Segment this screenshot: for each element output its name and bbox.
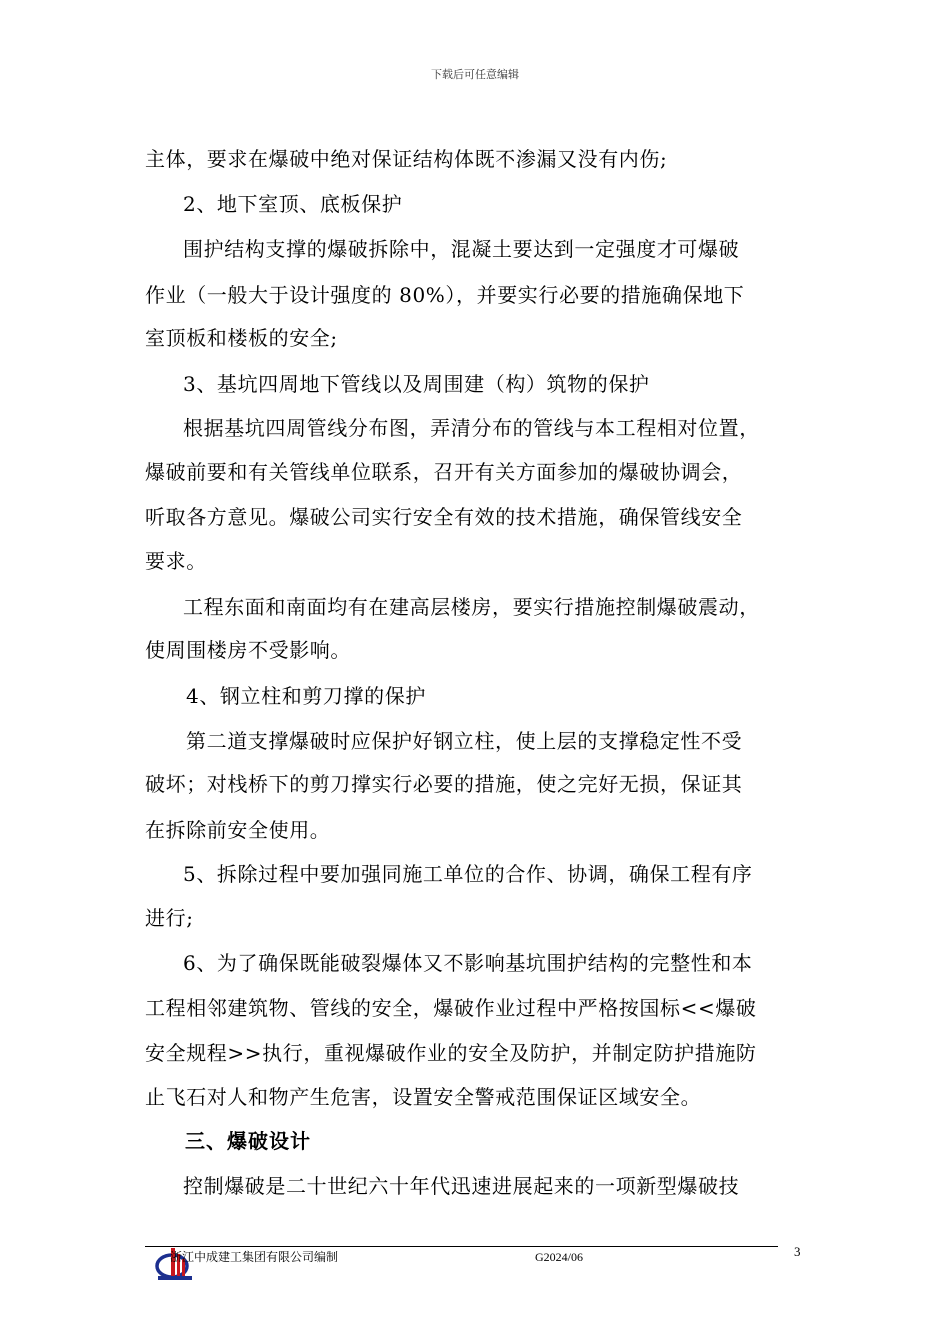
- body-line: 在拆除前安全使用。: [145, 818, 331, 842]
- body-line: 室顶板和楼板的安全;: [145, 326, 338, 350]
- footer-rule: [145, 1246, 778, 1247]
- body-line: 5、拆除过程中要加强同施工单位的合作、协调，确保工程有序: [183, 862, 753, 886]
- body-line: 第二道支撑爆破时应保护好钢立柱，使上层的支撑稳定性不受: [186, 729, 743, 753]
- body-line: 根据基坑四周管线分布图，弄清分布的管线与本工程相对位置，: [183, 416, 760, 440]
- body-line: 使周围楼房不受影响。: [145, 638, 351, 662]
- footer-company: 浙江中成建工集团有限公司编制: [170, 1250, 339, 1264]
- footer-code: G2024/06: [535, 1250, 583, 1264]
- body-line: 安全规程>>执行，重视爆破作业的安全及防护，并制定防护措施防: [145, 1041, 757, 1065]
- body-line: 6、为了确保既能破裂爆体又不影响基坑围护结构的完整性和本: [183, 951, 753, 975]
- body-line: 4、钢立柱和剪刀撑的保护: [186, 684, 426, 708]
- body-line: 要求。: [145, 549, 207, 573]
- body-line: 工程相邻建筑物、管线的安全，爆破作业过程中严格按国标<<爆破: [145, 996, 757, 1020]
- body-line: 破坏；对栈桥下的剪刀撑实行必要的措施，使之完好无损，保证其: [145, 772, 743, 796]
- body-line: 爆破前要和有关管线单位联系，召开有关方面参加的爆破协调会，: [145, 460, 743, 484]
- body-line: 3、基坑四周地下管线以及周围建（构）筑物的保护: [183, 372, 650, 396]
- body-line: 围护结构支撑的爆破拆除中，混凝土要达到一定强度才可爆破: [183, 237, 740, 261]
- body-line: 作业（一般大于设计强度的 80%），并要实行必要的措施确保地下: [145, 283, 745, 307]
- page-number: 3: [794, 1244, 801, 1259]
- body-line: 2、地下室顶、底板保护: [183, 192, 403, 216]
- body-line: 进行;: [145, 906, 194, 930]
- body-line: 止飞石对人和物产生危害，设置安全警戒范围保证区域安全。: [145, 1085, 702, 1109]
- body-line: 主体，要求在爆破中绝对保证结构体既不渗漏又没有内伤;: [145, 147, 668, 171]
- body-line: 听取各方意见。爆破公司实行安全有效的技术措施，确保管线安全: [145, 505, 743, 529]
- header-note: 下载后可任意编辑: [431, 68, 519, 81]
- section-heading: 三、爆破设计: [185, 1129, 311, 1153]
- body-line: 工程东面和南面均有在建高层楼房，要实行措施控制爆破震动，: [183, 595, 760, 619]
- body-line: 控制爆破是二十世纪六十年代迅速进展起来的一项新型爆破技: [183, 1174, 740, 1198]
